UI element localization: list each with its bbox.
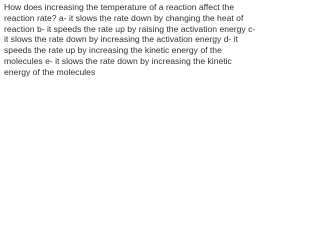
question-text: How does increasing the temperature of a reaction affect the reaction rate? a- it slows the rate down by changing the heat of reaction b- it speeds the rate up by raising the activation energy c- it slows the rate down by increasing the activation energy d- it speeds the rate up by increasing the kinetic energy of the molecules e- it slows the rate down by increasing the kinetic energy of the molecules [4, 2, 256, 77]
